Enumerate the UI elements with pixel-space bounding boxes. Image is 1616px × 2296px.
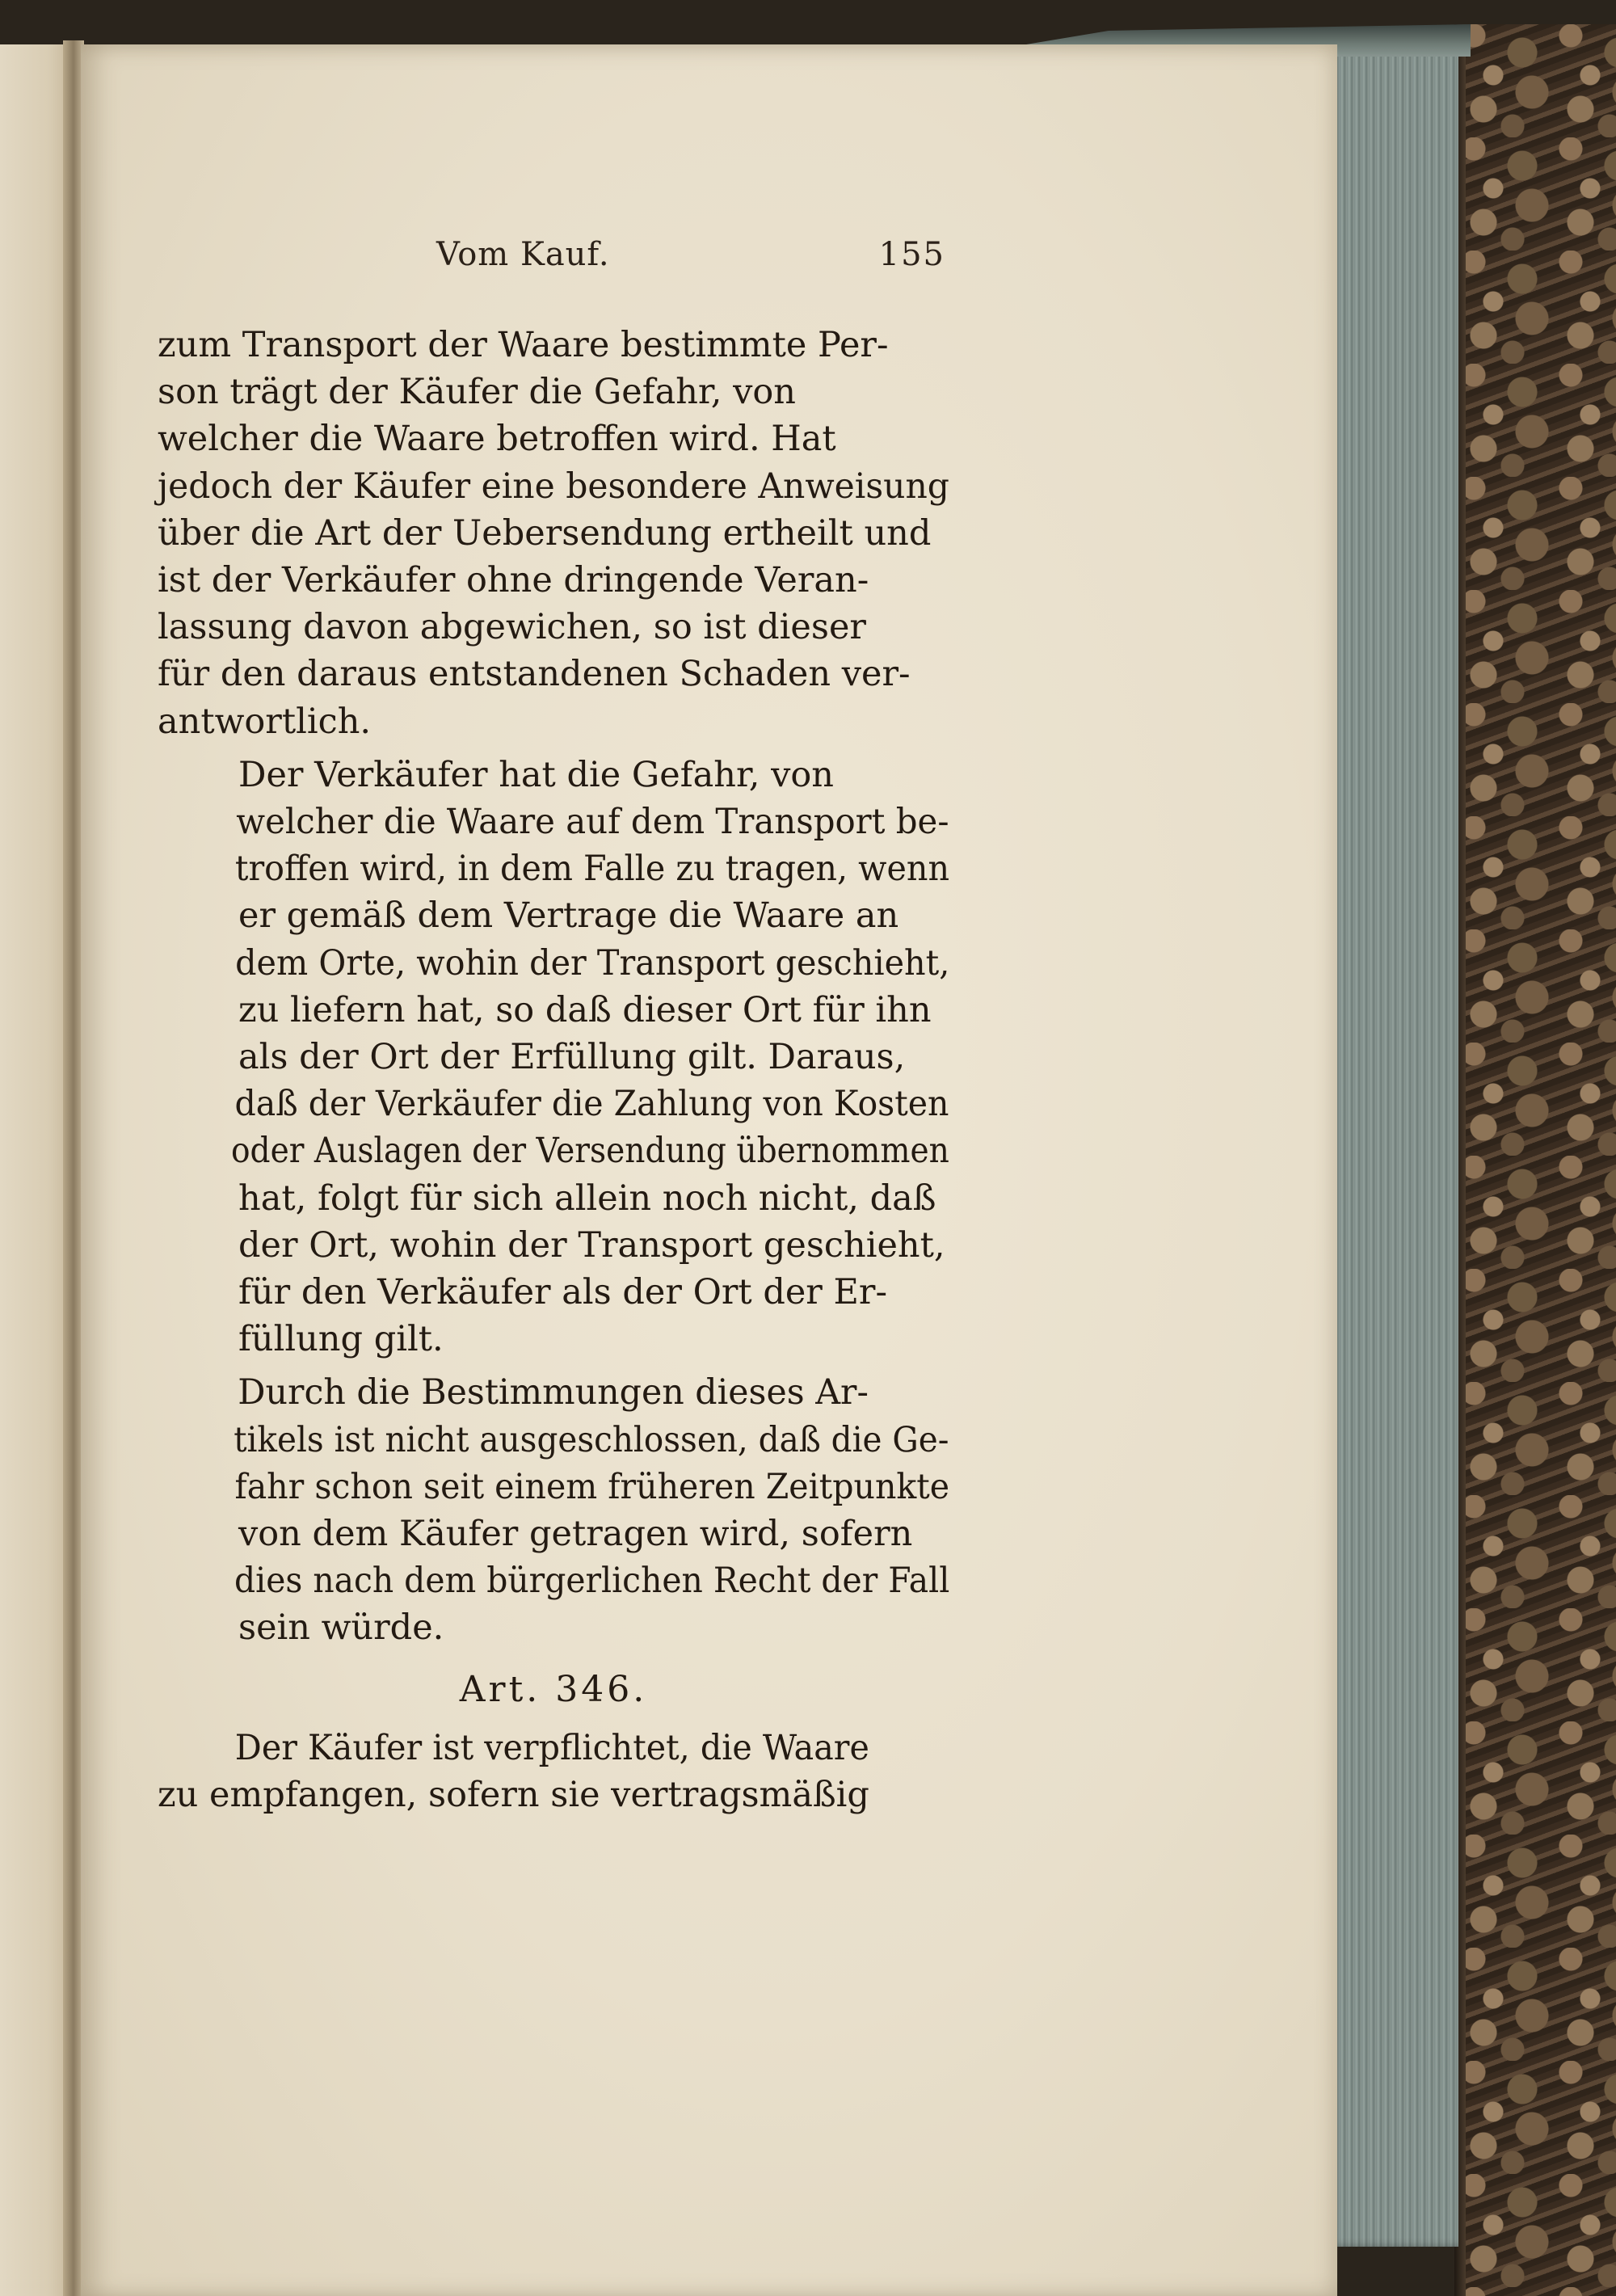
text-line: daß der Verkäufer die Zahlung von Kosten	[234, 1084, 949, 1125]
text-line: füllung gilt.	[238, 1319, 444, 1360]
running-head	[162, 236, 945, 284]
text-line: als der Ort der Erfüllung gilt. Daraus,	[238, 1037, 906, 1078]
text-line: hat, folgt für sich allein noch nicht, daß	[238, 1177, 936, 1219]
marbled-cover	[1454, 24, 1616, 2296]
text-line: zu liefern hat, so daß dieser Ort für ihn	[238, 989, 932, 1030]
text-line: er gemäß dem Vertrage die Waare an	[238, 895, 899, 937]
text-line: son trägt der Käufer die Gefahr, von	[158, 372, 796, 413]
text-line: lassung davon abgewichen, so ist dieser	[158, 607, 866, 648]
text-line: für den daraus entstandenen Schaden ver-	[158, 654, 911, 695]
text-line: dies nach dem bürgerlichen Recht der Fall	[234, 1561, 950, 1602]
page-block-edges	[1325, 48, 1458, 2247]
article-heading: Art. 346.	[459, 1668, 648, 1710]
text-line: jedoch der Käufer eine besondere Anweisung	[158, 466, 949, 507]
text-line: Der Verkäufer hat die Gefahr, von	[238, 754, 834, 795]
facing-page-edge	[0, 44, 69, 2296]
paragraph-3	[158, 1369, 949, 1651]
text-line: antwortlich.	[158, 701, 372, 742]
text-line: zu empfangen, sofern sie vertragsmäßig	[158, 1775, 869, 1816]
paragraph-4	[158, 1725, 949, 1818]
running-head-title: Vom Kauf.	[436, 236, 610, 273]
paragraph-2	[158, 752, 949, 1363]
text-line: sein würde.	[238, 1607, 444, 1649]
text-line: ist der Verkäufer ohne dringende Veran-	[158, 560, 869, 601]
text-line: tikels ist nicht ausgeschlossen, daß die Ge-	[234, 1419, 949, 1460]
text-line: von dem Käufer getragen wird, sofern	[238, 1514, 913, 1555]
text-line: dem Orte, wohin der Transport geschieht,	[235, 942, 950, 984]
text-line: für den Verkäufer als der Ort der Er-	[238, 1272, 887, 1313]
body-text	[158, 322, 949, 1818]
text-line: welcher die Waare auf dem Transport be-	[236, 802, 949, 843]
page-number: 155	[878, 236, 945, 273]
text-line: fahr schon seit einem früheren Zeitpunkte	[234, 1466, 950, 1507]
text-line: Der Käufer ist verpflichtet, die Waare	[234, 1727, 869, 1768]
text-line: über die Art der Uebersendung ertheilt und	[158, 512, 932, 554]
text-line: troffen wird, in dem Falle zu tragen, wenn	[234, 849, 950, 890]
text-line: welcher die Waare betroffen wird. Hat	[158, 419, 836, 460]
text-line: der Ort, wohin der Transport geschieht,	[238, 1224, 945, 1266]
text-line: oder Auslagen der Versendung übernommen	[231, 1131, 949, 1172]
paragraph-1	[158, 322, 949, 745]
text-line: zum Transport der Waare bestimmte Per-	[158, 325, 889, 365]
text-line: Durch die Bestimmungen dieses Ar-	[238, 1372, 869, 1413]
